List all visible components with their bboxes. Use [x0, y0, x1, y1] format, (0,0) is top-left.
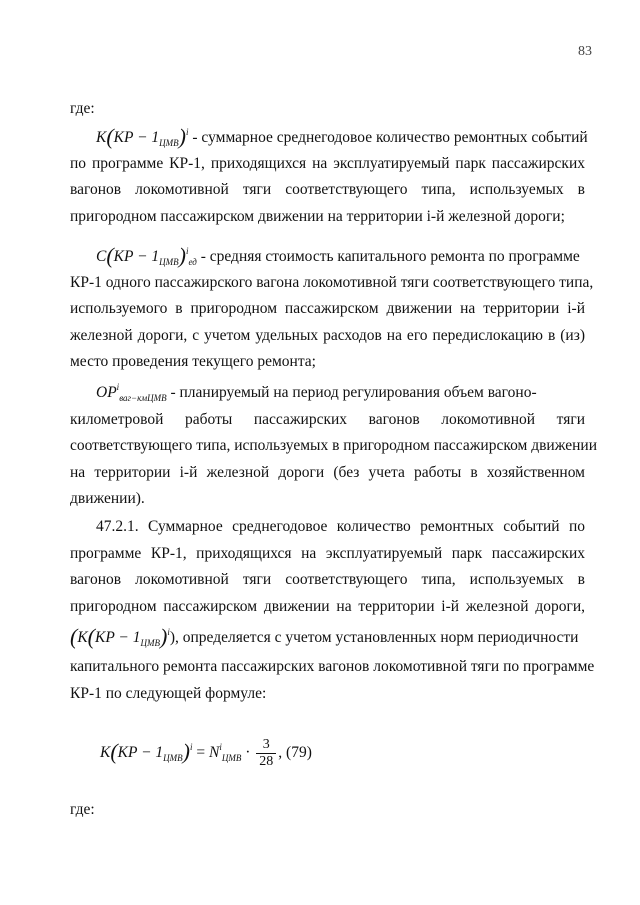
intro-label: где: [70, 100, 95, 117]
symbol-k-kr1: $K(KP - 1_{ЦМВ})^i$ [96, 124, 189, 149]
outro-where [70, 797, 585, 824]
paragraph-47-2-1 [70, 514, 595, 707]
text-line: километровой работы пассажирских вагонов локомотивной тяги [70, 410, 585, 428]
text-line-with-formula: $(K(KP - 1_{ЦМВ})^i)$, определяется с учетом установленных норм периодичности [70, 624, 579, 649]
formula-79: $K(KP - 1_{ЦМВ})^i = N^i_{ЦМВ}$ · $\frac{3}{28}$ , (79) [100, 736, 312, 769]
text-line: пригородном пассажирском движении на территории i-й железной дороги, [70, 597, 585, 615]
page-number: 83 [578, 44, 592, 59]
text-line: движении). [70, 490, 145, 507]
text-line: КР-1 одного пассажирского вагона локомотивной тяги соответствующего типа, [70, 273, 594, 291]
symbol-op: $OP^i_{ваг-кмЦМВ}$ [96, 382, 167, 403]
definition-op [70, 380, 597, 513]
intro-where [70, 96, 585, 123]
text-line: соответствующего типа, используемых в пригородном пассажирском движении [70, 437, 597, 454]
formula-number: , (79) [278, 744, 312, 761]
definition-k-kr1 [70, 124, 588, 230]
definition-head: $C(KP - 1_{ЦМВ})^i_{ед}$ - средняя стоимость капитального ремонта по программе [96, 243, 580, 268]
definition-head: $OP^i_{ваг-кмЦМВ}$ - планируемый на период регулирования объем вагоно- [96, 382, 537, 403]
text-line: КР-1 по следующей формуле: [70, 684, 267, 702]
text-line: железной дороги, с учетом удельных расходов на его передислокацию в (из) [70, 326, 585, 344]
text-line: на территории i-й железной дороги (без учета работы в хозяйственном [70, 463, 585, 481]
symbol-c-kr1: $C(KP - 1_{ЦМВ})^i_{ед}$ [96, 243, 197, 268]
text-line: 47.2.1. Суммарное среднегодовое количество ремонтных событий по [96, 518, 585, 535]
text-line: используемого в пригородном пассажирском движении на территории i-й [70, 300, 585, 317]
definition-c-kr1 [70, 243, 594, 376]
outro-label: где: [70, 801, 95, 818]
text-line: капитального ремонта пассажирских вагонов локомотивной тяги по программе [70, 658, 595, 675]
text-line: по программе КР-1, приходящихся на эксплуатируемый парк пассажирских [70, 154, 585, 172]
text-line: место проведения текущего ремонта; [70, 353, 316, 370]
fraction-3-28: $\frac{3}{28}$ [256, 737, 276, 770]
text-line: пригородном пассажирском движении на территории i-й железной дороги; [70, 207, 565, 225]
text-line: программе КР-1, приходящихся на эксплуатируемый парк пассажирских [70, 544, 585, 562]
text-line: вагонов локомотивной тяги соответствующего типа, используемых в [70, 181, 585, 198]
definition-head: $K(KP - 1_{ЦМВ})^i$ - суммарное среднегодовое количество ремонтных событий [96, 124, 588, 149]
text-line: вагонов локомотивной тяги соответствующего типа, используемых в [70, 571, 585, 588]
inline-symbol-k-kr1: ($K(KP - 1_{ЦМВ})^i$ [70, 624, 170, 649]
